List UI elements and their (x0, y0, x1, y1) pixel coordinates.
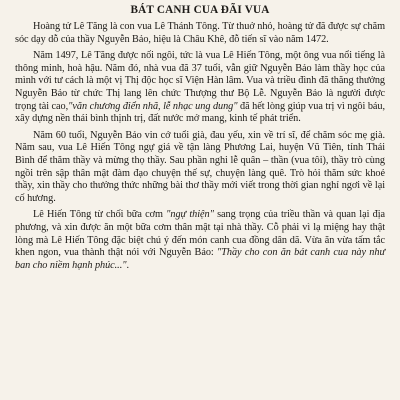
text-run: Năm 1497, Lê Tăng được nối ngôi, tức là vua Lê Hiến Tông, một ông vua nổi tiếng là thông minh, hoà hậu. Năm đó, nhà vua đã 37 tuổi, vẫn giữ Nguyễn Bảo làm thầy học của mình với tư cách là một vị Thị độc học sĩ Viện Hàn lâm. Vua và triều đình đã thăng thưởng Nguyễn Bảo từ chức Thị lang lên chức Thượng thư Bộ Lễ. Nguyễn Bảo là người được trọng tài cao, (15, 50, 385, 112)
italic-quote: "văn chương điển nhã, lễ nhạc ung dung" (68, 100, 238, 112)
paragraph (15, 209, 385, 272)
paragraph (15, 130, 385, 206)
text-run: Lê Hiến Tông từ chối bữa cơm (33, 209, 167, 221)
paragraph (15, 50, 385, 126)
paragraph (15, 21, 385, 46)
text-run: sang trọng của triều thần và quan lại địa phương, và xin được ăn một bữa cơm thân mật tại nhà thầy. Cỗ phải vì lạ miệng hay thật lòng mà Lê Hiến Tông đặc biệt chú ý đến món canh cua đồng dân dã. Vừa ăn vừa tấm tắc khen ngon, vua thành thật nói với Nguyễn Bảo: (15, 209, 385, 259)
text-run: Năm 60 tuổi, Nguyễn Bảo vin cớ tuổi già, đau yếu, xin về trí sĩ, để chăm sóc mẹ già. Năm sau, vua Lê Hiến Tông ngự giá về tận làng Phương Lai, huyện Vũ Tiên, tỉnh Thái Bình để thăm thầy và mừng thọ thầy. Sau phần nghi lễ quân – thần (vua tôi), thầy trò cùng ngồi trên sập thân mật đàm đạo chuyện thế sự, chuyện làng quê. Trò hỏi thăm sức khoẻ thầy, xin thầy cho thưởng thức những bài thơ thầy mới viết trong thời gian nghỉ ngơi về lại cố hương. (15, 129, 385, 204)
text-run: . (126, 259, 129, 271)
text-run: đã hết lòng giúp vua trị vì ngôi báu, xây dựng nền thái bình thịnh trị, đất nước mở mang, kinh tế phát triển. (15, 100, 385, 125)
document-body (15, 21, 385, 272)
italic-quote: "ngự thiện" (166, 209, 214, 221)
text-run: Hoàng tử Lê Tăng là con vua Lê Thánh Tông. Từ thuở nhỏ, hoàng tử đã được sự chăm sóc dạy dỗ của thầy Nguyễn Bảo, hiệu là Châu Khê, đỗ tiến sĩ vào năm 1472. (15, 21, 385, 45)
italic-quote: "Thầy cho con ăn bát canh cua này như ban cho niềm hạnh phúc..." (15, 247, 385, 271)
document-title: BÁT CANH CUA ĐÃI VUA (130, 4, 270, 16)
